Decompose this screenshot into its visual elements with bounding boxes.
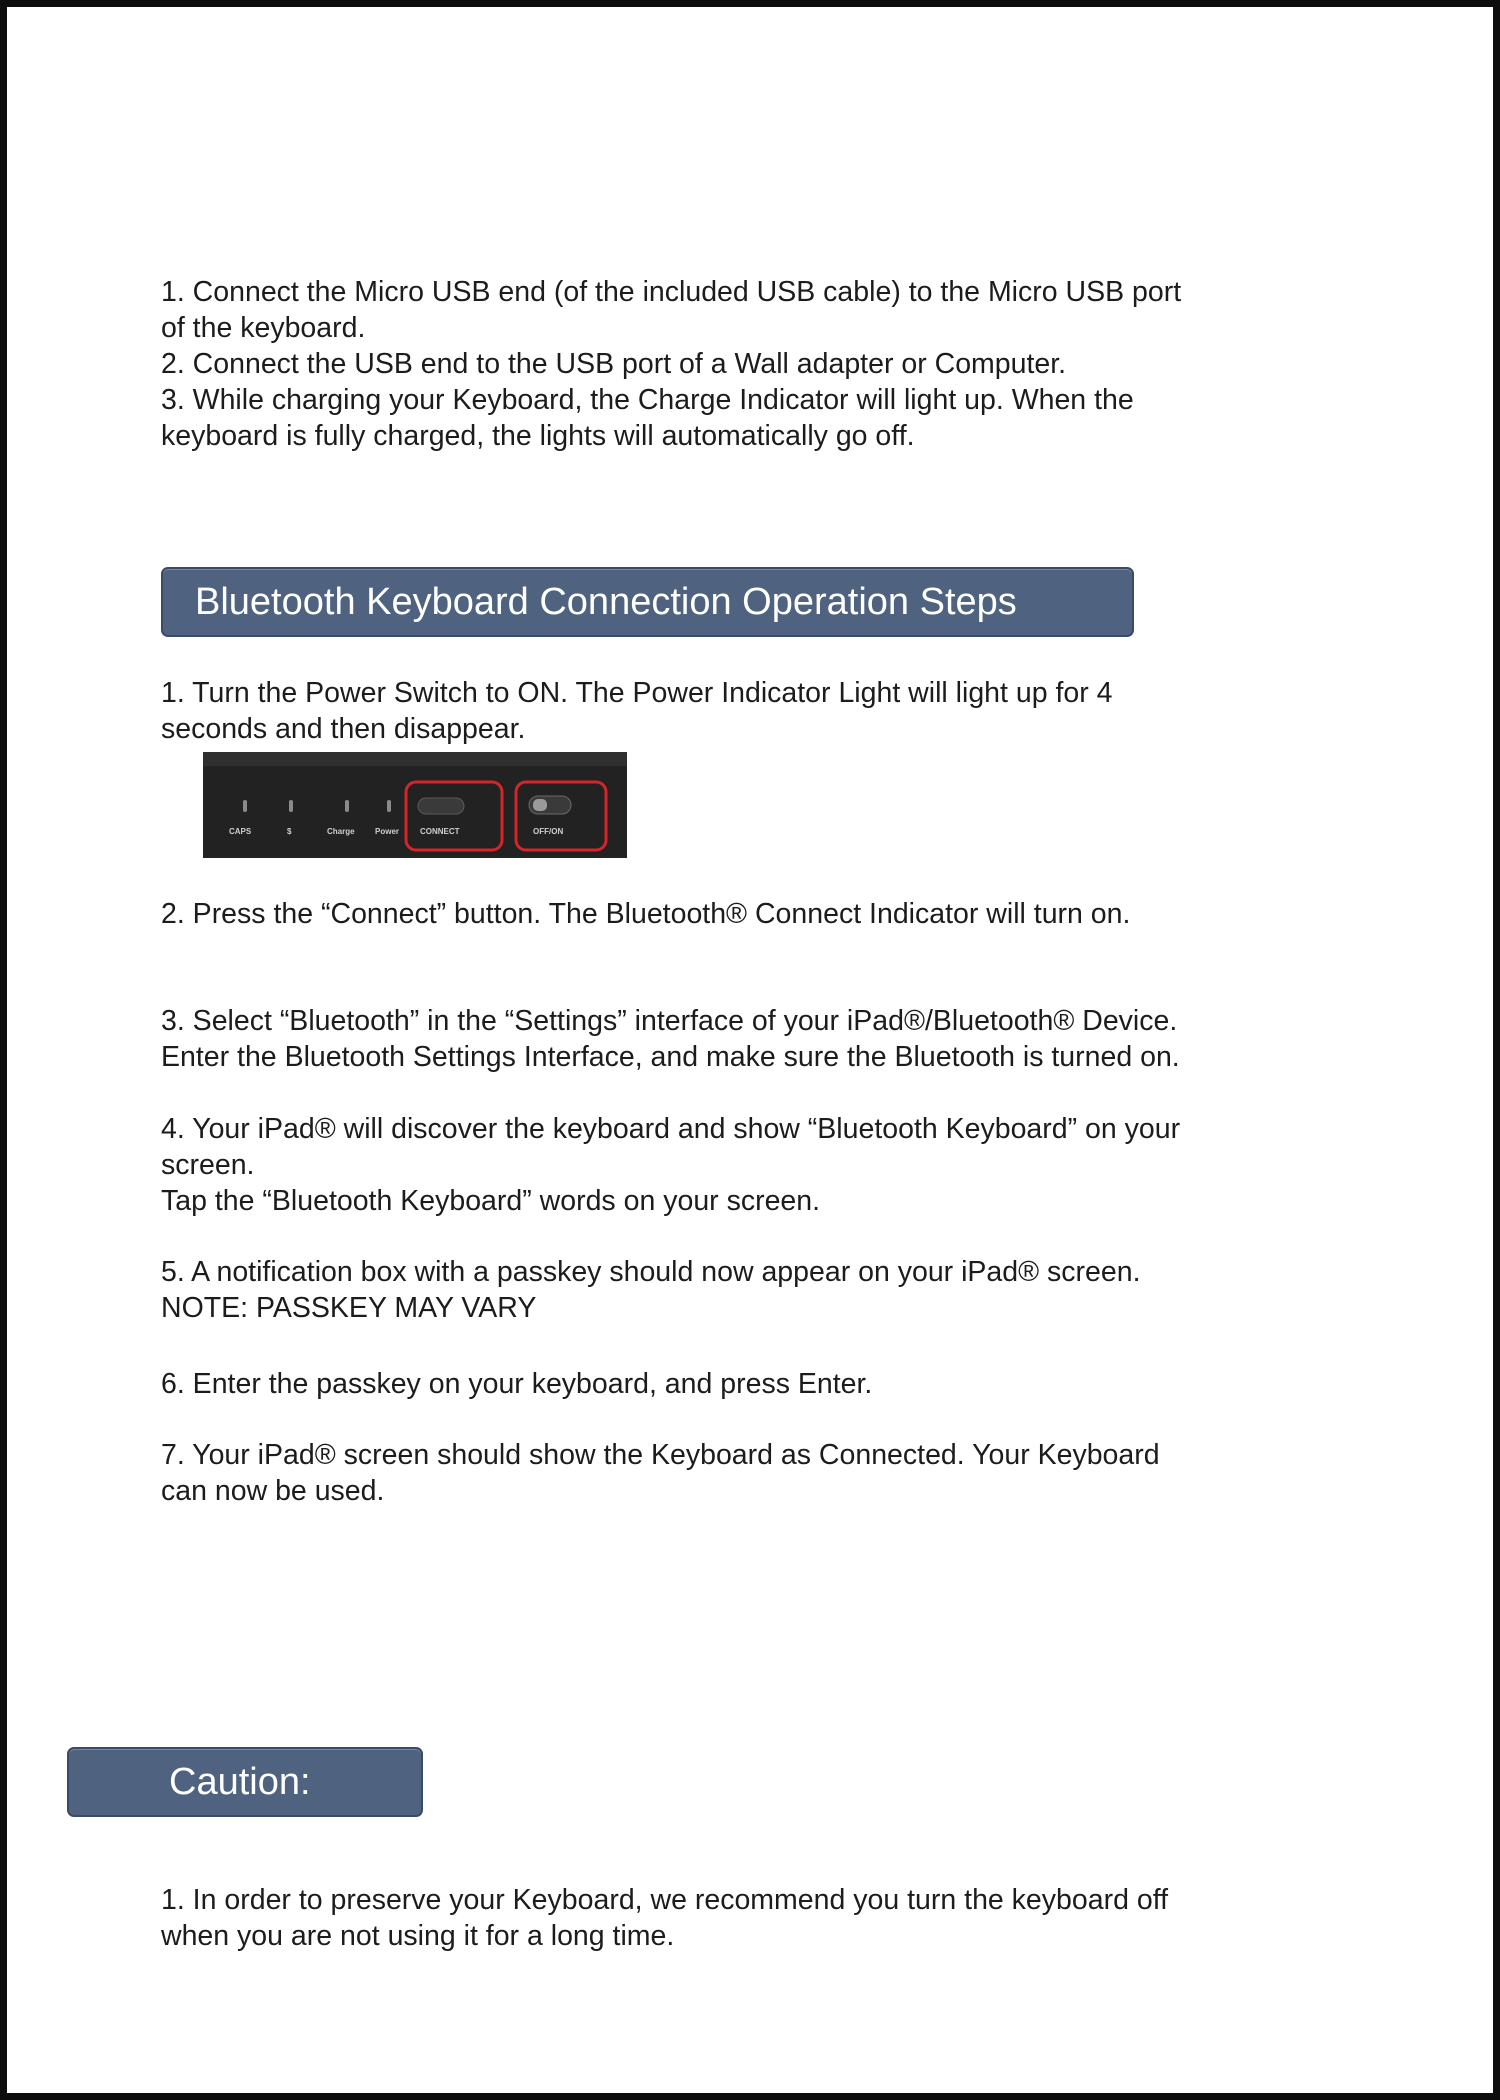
charge-indicator-light — [345, 800, 349, 812]
charge-label: Charge — [327, 827, 355, 836]
connect-label: CONNECT — [420, 827, 460, 836]
caution-section-title: Caution: — [67, 1747, 423, 1817]
bluetooth-step-4: 4. Your iPad® will discover the keyboard and show “Bluetooth Keyboard” on your screen. Tap the “Bluetooth Keyboard” words on your screen. — [161, 1113, 1181, 1217]
bluetooth-step-2: 2. Press the “Connect” button. The Bluetooth® Connect Indicator will turn on. — [161, 898, 1131, 930]
bluetooth-indicator-light — [289, 800, 293, 812]
charging-step-2: 2. Connect the USB end to the USB port of a Wall adapter or Computer. — [161, 348, 1067, 380]
bluetooth-step-3: 3. Select “Bluetooth” in the “Settings” interface of your iPad®/Bluetooth® Device. Enter the Bluetooth Settings Interface, and make sure the Bluetooth is turned on. — [161, 1005, 1180, 1073]
keyboard-indicator-graphic — [203, 752, 627, 858]
charging-step-1: 1. Connect the Micro USB end (of the included USB cable) to the Micro USB port of the keyboard. — [161, 276, 1182, 344]
bluetooth-step-1: 1. Turn the Power Switch to ON. The Power Indicator Light will light up for 4 seconds and then disappear. — [161, 677, 1113, 745]
charging-step-3: 3. While charging your Keyboard, the Charge Indicator will light up. When the keyboard is fully charged, the lights will automatically go off. — [161, 384, 1134, 452]
keyboard-indicator-panel — [203, 752, 627, 858]
power-indicator-light — [387, 800, 391, 812]
off-on-label: OFF/ON — [533, 827, 564, 836]
bluetooth-step-5: 5. A notification box with a passkey should now appear on your iPad® screen. NOTE: PASSKEY MAY VARY — [161, 1256, 1141, 1324]
bluetooth-step-7: 7. Your iPad® screen should show the Keyboard as Connected. Your Keyboard can now be used. — [161, 1439, 1160, 1507]
caps-indicator-light — [243, 800, 247, 812]
bluetooth-section-title: Bluetooth Keyboard Connection Operation Steps — [161, 567, 1134, 637]
power-label: Power — [375, 827, 400, 836]
caps-label: CAPS — [229, 827, 252, 836]
caution-step-1: 1. In order to preserve your Keyboard, we recommend you turn the keyboard off when you are not using it for a long time. — [161, 1884, 1169, 1952]
bluetooth-label: $ — [287, 827, 292, 836]
bluetooth-step-6: 6. Enter the passkey on your keyboard, and press Enter. — [161, 1368, 873, 1400]
